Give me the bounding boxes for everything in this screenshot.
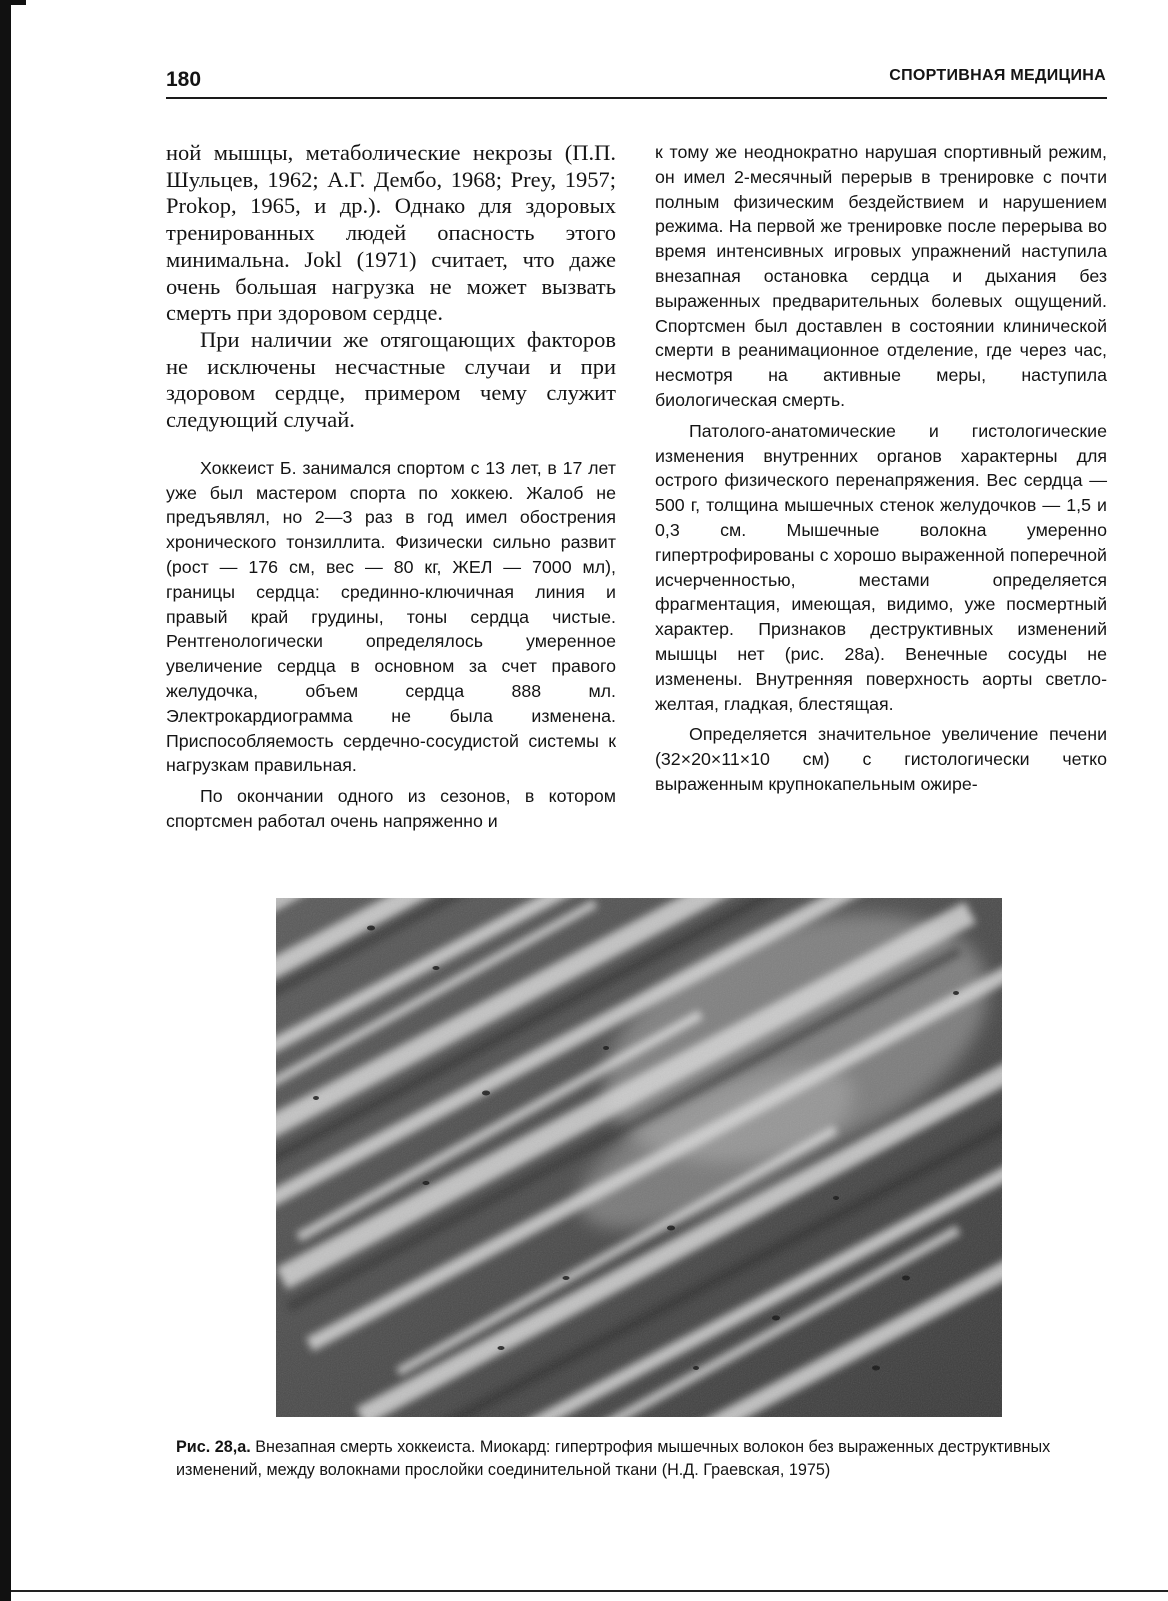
- right-column: [655, 140, 1107, 797]
- case-paragraph: Патолого-анатомические и гистологические изменения внутренних органов характерны для острого физического перенапряжения. Вес сердца — 500 г, толщина мышечных стенок желудочков — 1,5 и 0,3 см. Мышечные волокна умеренно гипертрофированы с хорошо выраженной поперечной исчерченностью, местами определяется фрагментация, имеющая, видимо, уже посмертный характер. Признаков деструктивных изменений мышцы нет (рис. 28а). Венечные сосуды не изменены. Внутренняя поверхность аорты светло-желтая, гладкая, блестящая.: [655, 420, 1107, 714]
- scan-edge-top: [0, 0, 26, 5]
- header-rule: [166, 97, 1107, 99]
- case-paragraph: к тому же неоднократно нарушая спортивный режим, он имел 2-месячный перерыв в тренировке с почти полным физическим бездействием и нарушением режима. На первой же тренировке после перерыва во время интенсивных игровых упражнений наступила внезапная остановка сердца и дыхания без выраженных предварительных болевых ощущений. Спортсмен был доставлен в состоянии клинической смерти в реанимационное отделение, где через час, несмотря на активные меры, наступила биологическая смерть.: [655, 142, 1107, 410]
- case-paragraph: Хоккеист Б. занимался спортом с 13 лет, в 17 лет уже был мастером спорта по хоккею. Жалоб не предъявлял, но 2—3 раз в год имел обострения хронического тонзиллита. Физически сильно развит (рост — 176 см, вес — 80 кг, ЖЕЛ — 7000 мл), границы сердца: срединно-ключичная линия и правый край грудины, тоны сердца чистые. Рентгенологически определялось умеренное увеличение сердца в основном за счет правого желудочка, объем сердца 888 мл. Электрокардиограмма не была изменена. Приспособляемость сердечно-сосудистой системы к нагрузкам правильная.: [166, 457, 616, 776]
- scan-edge-bottom: [11, 1590, 1168, 1592]
- figure-label: Рис. 28,а.: [176, 1438, 251, 1456]
- micrograph-figure: [276, 898, 1002, 1417]
- page-number: 180: [166, 68, 202, 91]
- figure-caption: [176, 1436, 1106, 1482]
- case-paragraph: По окончании одного из сезонов, в котором спортсмен работал очень напряженно и: [166, 786, 616, 831]
- case-paragraph: Определяется значительное увеличение печени (32×20×11×10 см) с гистологически четко выраженным крупнокапельным ожире-: [655, 724, 1107, 794]
- paragraph: При наличии же отягощающих факторов не исключены несчастные случаи и при здоровом сердце, примером чему служит следующий случай.: [166, 326, 616, 433]
- paragraph: ной мышцы, метаболические некрозы (П.П. Шульцев, 1962; А.Г. Дембо, 1968; Prey, 1957; Prokop, 1965, и др.). Однако для здоровых тренированных людей опасность этого минимальна. Jokl (1971) считает, что даже очень большая нагрузка не может вызвать смерть при здоровом сердце.: [166, 140, 616, 326]
- left-column: [166, 140, 616, 834]
- micrograph-image: [276, 898, 1002, 1417]
- figure-caption-text: Внезапная смерть хоккеиста. Миокард: гипертрофия мышечных волокон без выраженных деструктивных изменений, между волокнами прослойки соединительной ткани (Н.Д. Граевская, 1975): [176, 1438, 1051, 1479]
- running-title: СПОРТИВНАЯ МЕДИЦИНА: [889, 67, 1106, 84]
- scan-edge-left: [0, 0, 11, 1601]
